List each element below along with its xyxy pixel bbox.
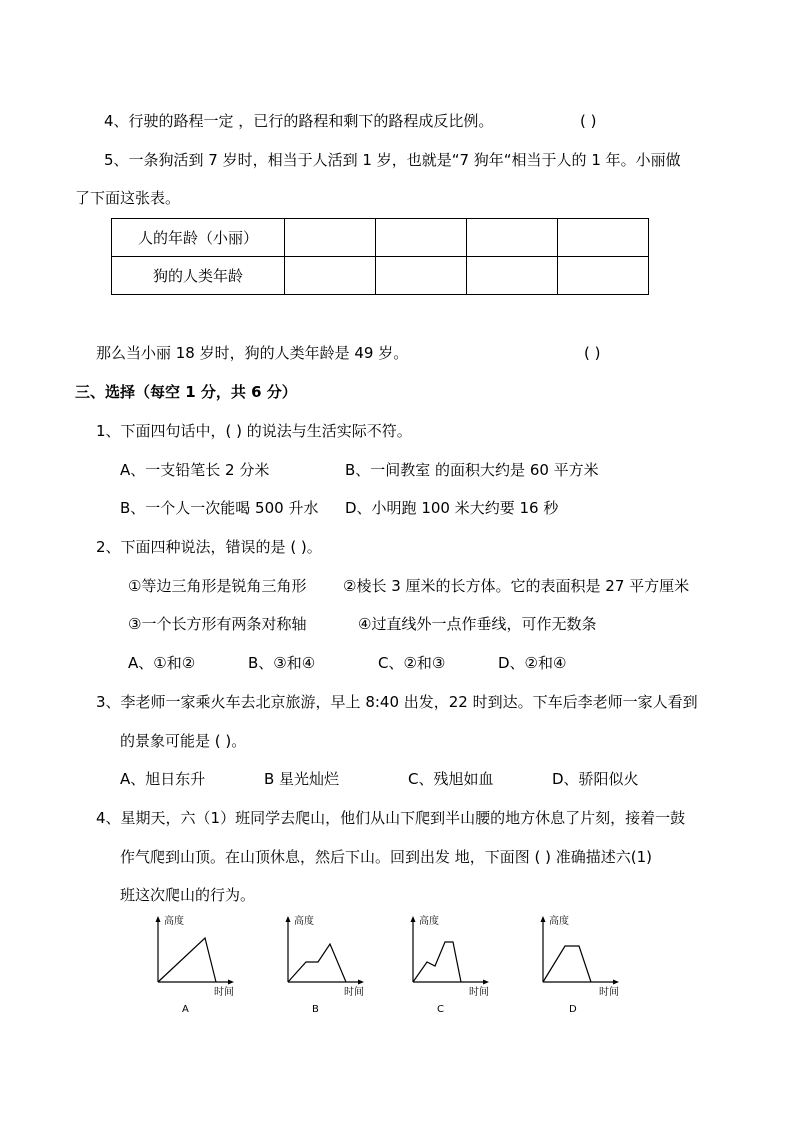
choice-q3-option-d[interactable]: D、骄阳似火 xyxy=(552,770,639,788)
choice-q2-option-c[interactable]: C、②和③ xyxy=(378,654,446,672)
choice-q1-stem: 1、下面四句话中，( ) 的说法与生活实际不符。 xyxy=(96,422,412,440)
choice-q1-option-b[interactable]: B、一间教室 的面积大约是 60 平方米 xyxy=(345,461,599,479)
choice-q3-line2: 的景象可能是 ( )。 xyxy=(120,732,247,750)
table-cell[interactable] xyxy=(467,219,558,257)
choice-q4-line2: 作气爬到山顶。在山顶休息，然后下山。回到出发 地，下面图 ( ) 准确描述六(1) xyxy=(120,848,653,866)
table-cell[interactable] xyxy=(558,219,649,257)
graph-ylabel: 高度 xyxy=(164,916,184,927)
graph-ylabel: 高度 xyxy=(549,916,569,927)
table-cell[interactable] xyxy=(558,257,649,295)
table-cell[interactable] xyxy=(376,219,467,257)
table-cell[interactable] xyxy=(376,257,467,295)
choice-q2-option-d[interactable]: D、②和④ xyxy=(498,654,567,672)
graph-b[interactable] xyxy=(280,912,370,1012)
choice-q2-statement-3: ③一个长方形有两条对称轴 xyxy=(128,615,307,633)
choice-q3-option-b[interactable]: B 星光灿烂 xyxy=(264,770,340,788)
graph-letter: B xyxy=(312,1004,319,1012)
judge-q5-conclusion: 那么当小丽 18 岁时，狗的人类年龄是 49 岁。 xyxy=(96,344,409,362)
graph-xlabel: 时间 xyxy=(599,987,619,998)
choice-q3-option-a[interactable]: A、旭日东升 xyxy=(120,770,206,788)
table-row-label-human-age: 人的年龄（小丽） xyxy=(112,219,285,257)
choice-q3-option-c[interactable]: C、残旭如血 xyxy=(408,770,494,788)
table-row xyxy=(112,219,649,257)
age-table xyxy=(111,218,649,295)
choice-q2-option-a[interactable]: A、①和② xyxy=(128,654,196,672)
choice-q3-line1: 3、李老师一家乘火车去北京旅游，早上 8:40 出发，22 时到达。下车后李老师一家人看到 xyxy=(96,693,698,711)
table-row xyxy=(112,257,649,295)
choice-q1-option-c[interactable]: B、一个人一次能喝 500 升水 xyxy=(120,499,319,517)
graph-xlabel: 时间 xyxy=(344,987,364,998)
judge-q5-line2: 了下面这张表。 xyxy=(75,189,181,207)
graph-xlabel: 时间 xyxy=(214,987,234,998)
graph-letter: D xyxy=(569,1004,577,1012)
judge-q5-line1: 5、一条狗活到 7 岁时，相当于人活到 1 岁，也就是“7 狗年“相当于人的 1 年。小丽做 xyxy=(104,151,681,169)
table-cell[interactable] xyxy=(467,257,558,295)
choice-q4-line3: 班这次爬山的行为。 xyxy=(120,886,256,904)
judge-q5-answer-blank[interactable]: ( ) xyxy=(584,344,601,362)
choice-q2-statement-1: ①等边三角形是锐角三角形 xyxy=(128,577,307,595)
graph-d[interactable] xyxy=(535,912,625,1012)
choice-q4-line1: 4、星期天，六（1）班同学去爬山，他们从山下爬到半山腰的地方休息了片刻，接着一鼓 xyxy=(96,809,686,827)
judge-q4-answer-blank[interactable]: ( ) xyxy=(580,112,597,130)
graph-letter: C xyxy=(437,1004,444,1012)
choice-q2-statement-2: ②棱长 3 厘米的长方体。它的表面积是 27 平方厘米 xyxy=(343,577,690,595)
choice-q1-option-a[interactable]: A、一支铅笔长 2 分米 xyxy=(120,461,270,479)
judge-q4-text: 4、行驶的路程一定 ，已行的路程和剩下的路程成反比例。 xyxy=(104,112,494,130)
choice-q2-option-b[interactable]: B、③和④ xyxy=(248,654,316,672)
table-cell[interactable] xyxy=(285,257,376,295)
graph-a[interactable] xyxy=(150,912,240,1012)
table-cell[interactable] xyxy=(285,219,376,257)
choice-q1-option-d[interactable]: D、小明跑 100 米大约要 16 秒 xyxy=(345,499,559,517)
graph-ylabel: 高度 xyxy=(294,916,314,927)
choice-q2-stem: 2、下面四种说法，错误的是 ( )。 xyxy=(96,538,322,556)
table-row-label-dog-age: 狗的人类年龄 xyxy=(112,257,285,295)
graph-c[interactable] xyxy=(405,912,495,1012)
choice-q2-statement-4: ④过直线外一点作垂线，可作无数条 xyxy=(358,615,597,633)
graph-ylabel: 高度 xyxy=(419,916,439,927)
section-title: 三、选择（每空 1 分，共 6 分） xyxy=(75,383,297,401)
graph-xlabel: 时间 xyxy=(469,987,489,998)
graph-letter: A xyxy=(182,1004,189,1012)
